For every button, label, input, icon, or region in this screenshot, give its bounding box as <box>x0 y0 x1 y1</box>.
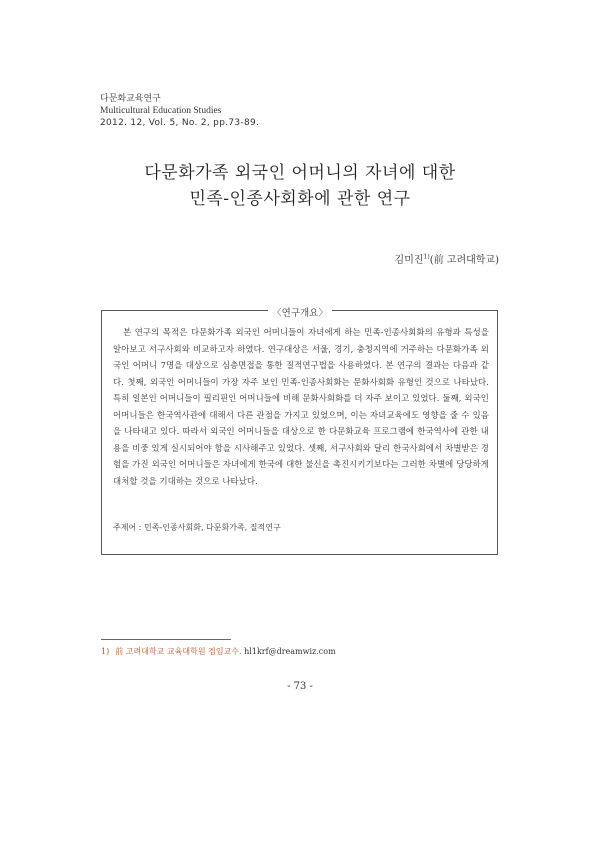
footnote-email[interactable]: hl1krf@dreamwiz.com <box>244 647 336 656</box>
abstract-label <box>0 305 600 319</box>
paper-title <box>0 160 600 212</box>
journal-name-english: Multicultural Education Studies <box>100 106 222 116</box>
footnote-affiliation: 前 고려대학교 교육대학원 겸임교수. <box>115 647 242 656</box>
footnote-divider <box>101 639 231 640</box>
title-line-1: 다문화가족 외국인 어머니의 자녀에 대한 <box>144 163 456 183</box>
author-footnote-mark: 1) <box>423 253 430 261</box>
page-number: - 73 - <box>287 681 313 692</box>
footnote <box>101 646 336 657</box>
abstract-text: 본 연구의 목적은 다문화가족 외국인 어머니들이 자녀에게 하는 민족-인종사회화의 유형과 특성을 알아보고 서구사회와 비교하고자 하였다. 연구대상은 서울, 경기, 충청지역에 거주하는 다문화가족 외국인 어머니 7명을 대상으로 심층면접을 통한 질적연구법을 사용하였다. 본 연구의 결과는 다음과 같다. 첫째, 외국인 어머니들이 가장 자주 보인 민족-인종사회화는 문화사회화 유형인 것으로 나타났다. 특히 일본인 어머니들이 필리핀인 어머니들에 비해 문화사회화를 더 자주 보이고 있었다. 둘째, 외국인 어머니들은 한국역사관에 대해서 다른 관점을 가지고 있었으며, 이는 자녀교육에도 영향을 줄 수 있음을 나타내고 있다. 따라서 외국인 어머니들을 대상으로 한 다문화교육 프로그램에 한국역사에 관한 내용을 비중 있게 실시되어야 함을 시사해주고 있었다. 셋째, 서구사회와 달리 한국사회에서 차별받은 경험을 가진 외국인 어머니들은 자녀에게 한국에 대한 불신을 촉진시키기보다는 그러한 차별에 당당하게 대처할 것을 기대하는 것으로 나타났다. <box>113 327 489 486</box>
title-line-2: 민족-인종사회화에 관한 연구 <box>189 189 411 209</box>
journal-name-korean: 다문화교육연구 <box>100 94 161 104</box>
abstract-label-text: 〈연구개요〉 <box>268 308 332 319</box>
journal-header <box>100 93 480 129</box>
journal-issue-info: 2012. 12, Vol. 5, No. 2, pp.73-89. <box>100 118 260 128</box>
author-line <box>395 251 499 266</box>
author-affiliation: (前 고려대학교) <box>429 255 499 266</box>
author-name: 김미진 <box>394 255 424 266</box>
footnote-number: 1) <box>101 647 110 656</box>
keywords: 주제어 : 민족-인종사회화, 다문화가족, 질적연구 <box>113 523 281 532</box>
